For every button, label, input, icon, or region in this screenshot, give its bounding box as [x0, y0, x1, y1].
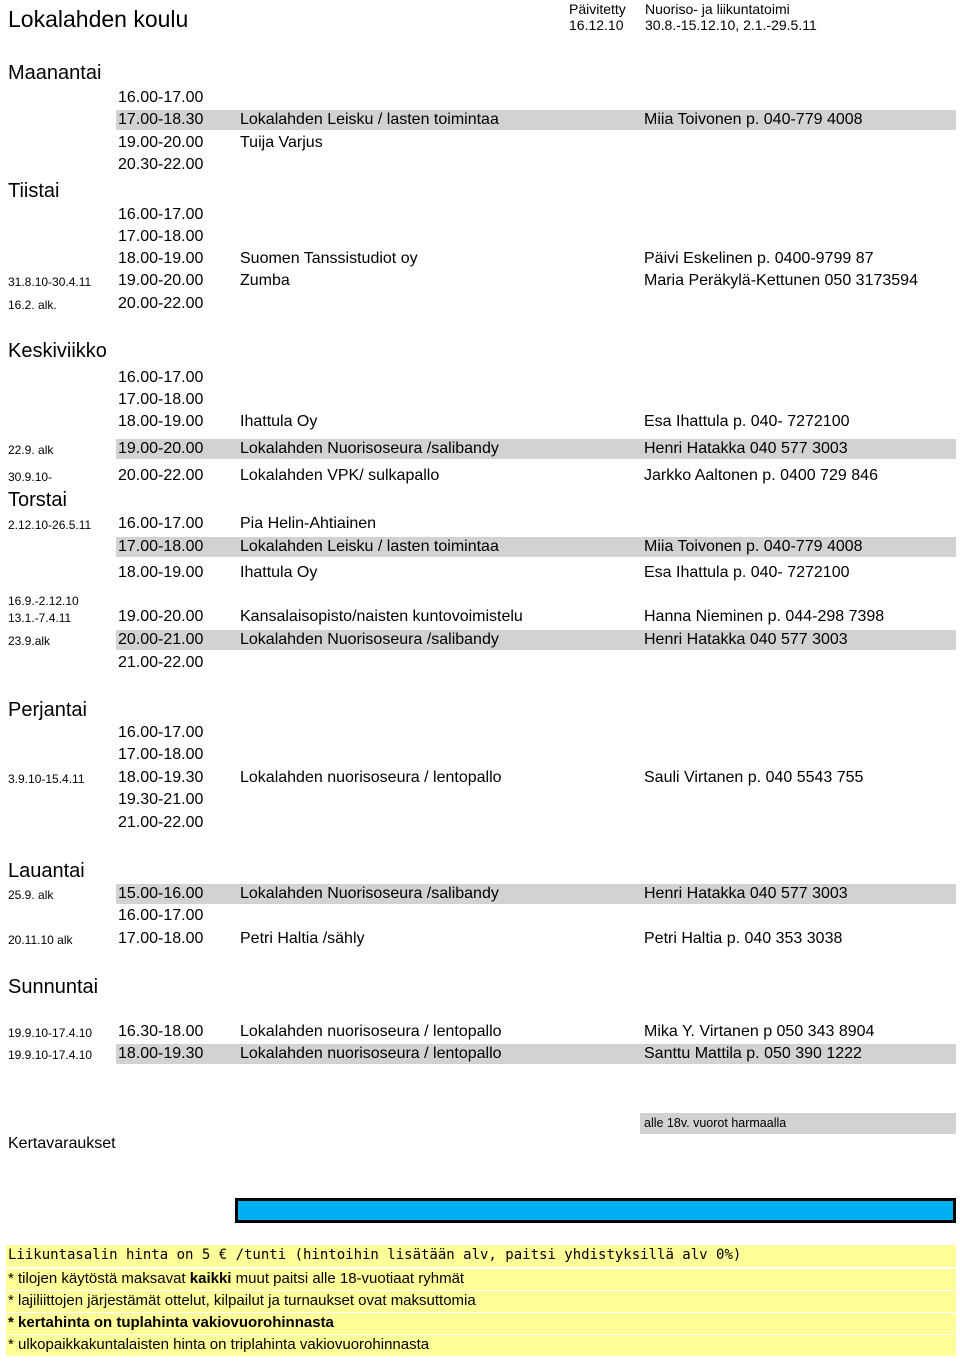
schedule-row — [0, 155, 960, 175]
schedule-row — [0, 439, 960, 459]
row-activity: Lokalahden Nuorisoseura /salibandy — [240, 885, 499, 902]
day-heading-thursday: Torstai — [8, 489, 67, 511]
price-note-4 — [6, 1335, 956, 1356]
row-date: 23.9.alk — [8, 634, 51, 648]
schedule-row — [0, 653, 960, 673]
updated-date: 16.12.10 — [569, 17, 624, 33]
price-note-3-text: * kertahinta on tuplahinta vakiovuorohinnasta — [8, 1314, 334, 1331]
schedule-row — [0, 133, 960, 153]
row-contact: Miia Toivonen p. 040-779 4008 — [644, 111, 863, 128]
row-date: 25.9. alk — [8, 888, 54, 902]
day-heading-saturday: Lauantai — [8, 860, 85, 882]
row-time: 20.30-22.00 — [118, 156, 204, 173]
row-time: 17.00-18.00 — [118, 746, 204, 763]
row-time: 18.00-19.00 — [118, 250, 204, 267]
price-note-2 — [6, 1291, 956, 1312]
row-time: 18.00-19.30 — [118, 769, 204, 786]
row-time: 21.00-22.00 — [118, 654, 204, 671]
row-time: 20.00-22.00 — [118, 295, 204, 312]
one-time-bookings-label: Kertavaraukset — [8, 1135, 116, 1152]
row-activity: Lokalahden nuorisoseura / lentopallo — [240, 1045, 502, 1062]
row-activity: Lokalahden nuorisoseura / lentopallo — [240, 1023, 502, 1040]
price-note-1-bold: kaikki — [189, 1270, 232, 1287]
schedule-row — [0, 723, 960, 743]
row-activity: Ihattula Oy — [240, 564, 318, 581]
row-contact: Mika Y. Virtanen p 050 343 8904 — [644, 1023, 875, 1040]
price-headline-box — [6, 1245, 956, 1267]
schedule-row — [0, 514, 960, 534]
page-title: Lokalahden koulu — [8, 6, 189, 32]
row-date: 19.9.10-17.4.10 — [8, 1048, 93, 1062]
row-date: 13.1.-7.4.11 — [8, 611, 72, 625]
row-date: 16.2. alk. — [8, 298, 57, 312]
row-activity: Lokalahden Leisku / lasten toimintaa — [240, 111, 499, 128]
section-label: Nuoriso- ja liikuntatoimi — [645, 1, 790, 17]
row-contact: Päivi Eskelinen p. 0400-9799 87 — [644, 250, 874, 267]
schedule-row — [0, 249, 960, 269]
schedule-row — [0, 88, 960, 108]
row-date: 31.8.10-30.4.11 — [8, 275, 92, 289]
price-note-2-text: * lajiliittojen järjestämät ottelut, kilpailut ja turnaukset ovat maksuttomia — [8, 1292, 476, 1309]
schedule-row — [0, 110, 960, 130]
price-note-3 — [6, 1313, 956, 1334]
row-date: 3.9.10-15.4.11 — [8, 772, 85, 786]
row-date: 20.11.10 alk — [8, 933, 73, 947]
row-activity: Pia Helin-Ahtiainen — [240, 515, 377, 532]
row-date: 16.9.-2.12.10 — [8, 594, 79, 608]
schedule-row — [0, 368, 960, 388]
schedule-row — [0, 929, 960, 949]
row-time: 19.00-20.00 — [118, 608, 204, 625]
row-contact: Sauli Virtanen p. 040 5543 755 — [644, 769, 864, 786]
row-contact: Henri Hatakka 040 577 3003 — [644, 885, 848, 902]
row-time: 19.00-20.00 — [118, 134, 204, 151]
schedule-row — [0, 205, 960, 225]
price-note-1-post: muut paitsi alle 18-vuotiaat ryhmät — [231, 1270, 465, 1287]
row-contact: Santtu Mattila p. 050 390 1222 — [644, 1045, 862, 1062]
row-activity: Zumba — [240, 272, 290, 289]
row-time: 19.00-20.00 — [118, 272, 204, 289]
row-contact: Esa Ihattula p. 040- 7272100 — [644, 413, 850, 430]
day-heading-tuesday: Tiistai — [8, 180, 60, 202]
price-note-1 — [6, 1269, 956, 1290]
schedule-row — [0, 745, 960, 765]
row-activity: Lokalahden Nuorisoseura /salibandy — [240, 631, 499, 648]
row-activity: Lokalahden Leisku / lasten toimintaa — [240, 538, 499, 555]
schedule-row — [0, 1044, 960, 1064]
row-time: 17.00-18.00 — [118, 228, 204, 245]
row-time: 16.00-17.00 — [118, 89, 204, 106]
one-time-bookings-bar — [235, 1198, 956, 1223]
row-activity: Petri Haltia /sähly — [240, 930, 365, 947]
row-time: 20.00-22.00 — [118, 467, 204, 484]
day-heading-wednesday: Keskiviikko — [8, 340, 107, 362]
row-time: 15.00-16.00 — [118, 885, 204, 902]
row-contact: Hanna Nieminen p. 044-298 7398 — [644, 608, 885, 625]
row-time: 16.00-17.00 — [118, 206, 204, 223]
schedule-row — [0, 630, 960, 650]
schedule-row — [0, 790, 960, 810]
schedule-row — [0, 466, 960, 486]
schedule-row — [0, 813, 960, 833]
schedule-row — [0, 906, 960, 926]
row-time: 16.00-17.00 — [118, 369, 204, 386]
row-time: 18.00-19.00 — [118, 413, 204, 430]
schedule-row — [0, 227, 960, 247]
row-contact: Esa Ihattula p. 040- 7272100 — [644, 564, 850, 581]
day-heading-monday: Maanantai — [8, 62, 102, 84]
row-activity: Ihattula Oy — [240, 413, 318, 430]
schedule-row — [0, 537, 960, 557]
row-contact: Petri Haltia p. 040 353 3038 — [644, 930, 843, 947]
row-time: 19.00-20.00 — [118, 440, 204, 457]
schedule-row — [0, 412, 960, 432]
row-time: 16.00-17.00 — [118, 515, 204, 532]
row-contact: Maria Peräkylä-Kettunen 050 3173594 — [644, 272, 918, 289]
row-contact: Jarkko Aaltonen p. 0400 729 846 — [644, 467, 878, 484]
row-activity: Lokalahden Nuorisoseura /salibandy — [240, 440, 499, 457]
adult-legend-text: alle 18v. vuorot harmaalla — [644, 1116, 787, 1130]
schedule-row — [0, 768, 960, 788]
row-activity: Tuija Varjus — [240, 134, 323, 151]
row-time: 18.00-19.00 — [118, 564, 204, 581]
schedule-period: 30.8.-15.12.10, 2.1.-29.5.11 — [645, 17, 817, 33]
day-heading-friday: Perjantai — [8, 699, 87, 721]
row-contact: Miia Toivonen p. 040-779 4008 — [644, 538, 863, 555]
row-time: 17.00-18.30 — [118, 111, 204, 128]
schedule-row — [0, 1022, 960, 1042]
row-date: 19.9.10-17.4.10 — [8, 1026, 93, 1040]
schedule-row — [0, 884, 960, 904]
row-date: 22.9. alk — [8, 443, 54, 457]
schedule-row — [0, 271, 960, 291]
row-time: 16.00-17.00 — [118, 907, 204, 924]
row-activity: Suomen Tanssistudiot oy — [240, 250, 418, 267]
price-headline: Liikuntasalin hinta on 5 € /tunti (hintoihin lisätään alv, paitsi yhdistyksillä alv 0%) — [8, 1247, 742, 1263]
schedule-row — [0, 294, 960, 314]
row-time: 19.30-21.00 — [118, 791, 204, 808]
row-time: 21.00-22.00 — [118, 814, 204, 831]
schedule-row — [0, 390, 960, 410]
adult-legend-box — [640, 1113, 956, 1134]
row-activity: Lokalahden nuorisoseura / lentopallo — [240, 769, 502, 786]
price-note-1-pre: * tilojen käytöstä maksavat — [8, 1270, 190, 1287]
row-contact: Henri Hatakka 040 577 3003 — [644, 631, 848, 648]
row-activity: Kansalaisopisto/naisten kuntovoimistelu — [240, 608, 523, 625]
schedule-row — [0, 607, 960, 627]
row-time: 20.00-21.00 — [118, 631, 204, 648]
row-activity: Lokalahden VPK/ sulkapallo — [240, 467, 440, 484]
row-contact: Henri Hatakka 040 577 3003 — [644, 440, 848, 457]
row-time: 16.30-18.00 — [118, 1023, 204, 1040]
row-time: 17.00-18.00 — [118, 930, 204, 947]
row-time: 16.00-17.00 — [118, 724, 204, 741]
row-date: 30.9.10- — [8, 470, 53, 484]
row-time: 18.00-19.30 — [118, 1045, 204, 1062]
row-date: 2.12.10-26.5.11 — [8, 518, 92, 532]
updated-label: Päivitetty — [569, 1, 626, 17]
schedule-row — [0, 563, 960, 583]
row-time: 17.00-18.00 — [118, 391, 204, 408]
price-note-4-text: * ulkopaikkakuntalaisten hinta on triplahinta vakiovuorohinnasta — [8, 1336, 430, 1353]
day-heading-sunday: Sunnuntai — [8, 976, 99, 998]
row-time: 17.00-18.00 — [118, 538, 204, 555]
